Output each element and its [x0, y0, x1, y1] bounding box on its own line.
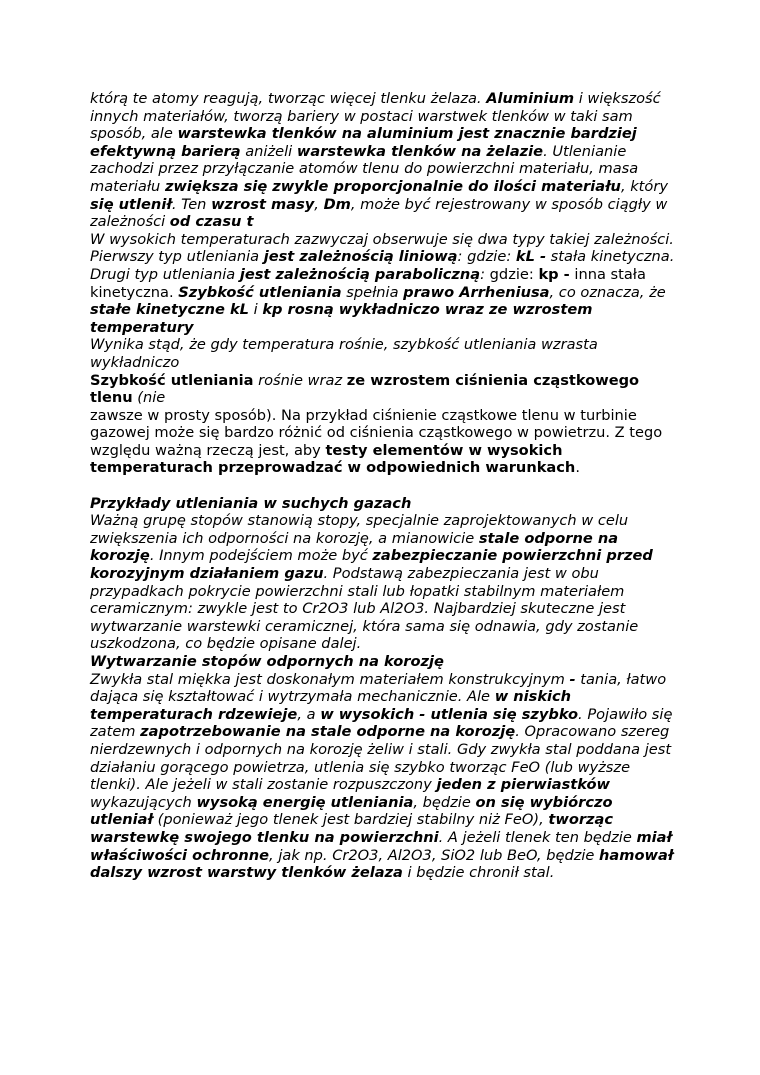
text: Pierwszy typ utleniania — [90, 248, 264, 266]
text: Drugi typ utleniania — [90, 265, 240, 283]
bold-text: Szybkość utleniania — [178, 283, 342, 301]
text: . A jeżeli tlenek ten będzie — [438, 828, 637, 846]
bold-text: wzrost masy — [211, 195, 315, 213]
bold-text: w niskich temperaturach rdzewieje — [90, 688, 572, 723]
bold-text: zwiększa się zwykle proporcjonalnie do ilości materiału — [164, 177, 621, 195]
text: spełnia — [341, 283, 404, 301]
text: i będzie chronił stal. — [402, 864, 555, 882]
paragraph-parabolic — [90, 266, 680, 336]
bold-text: stałe kinetyczne kL — [90, 301, 249, 319]
text: , będzie — [413, 793, 476, 811]
text: Ważną grupę stopów stanowią stopy, specjalnie zaprojektowanych w celu zwiększenia ich odporności na korozję, a mianowicie — [90, 512, 629, 547]
paragraph-linear — [90, 248, 680, 266]
paragraph-gap — [90, 477, 680, 495]
text: : — [480, 265, 490, 283]
text: : gdzie: — [457, 248, 516, 266]
bold-text: zabezpieczanie powierzchni przed korozyjnym działaniem gazu — [90, 547, 653, 583]
text: aniżeli — [240, 142, 297, 160]
bold-text: jest zależnością paraboliczną — [239, 265, 481, 283]
text: zawsze w prosty sposób). Na przykład ciśnienie cząstkowe tlenu w turbinie gazowej może się bardzo różnić od ciśnienia cząstkowego w powietrzu. Z tego względu ważną rzeczą jest, aby — [90, 406, 663, 459]
text: rośnie wraz — [253, 371, 347, 389]
bold-text: on się wybiórczo utleniał — [90, 793, 613, 829]
bold-text: kL - — [515, 248, 547, 266]
bold-text: prawo Arrheniusa — [403, 283, 550, 301]
paragraph-pressure — [90, 372, 680, 407]
text: . — [575, 459, 580, 477]
paragraph-exponential: Wynika stąd, że gdy temperatura rośnie, szybkość utleniania wzrasta wykładniczo — [90, 336, 598, 371]
paragraph-turbine — [90, 407, 680, 477]
paragraph-two-types: W wysokich temperaturach zazwyczaj obserwuje się dwa typy takiej zależności. — [90, 230, 674, 248]
bold-text: jeden z pierwiastków — [436, 776, 610, 794]
text: . Opracowano szereg nierdzewnych i odpornych na korozję żeliw i stali. Gdy zwykła stal poddana jest działaniu gorącego powietrza, utlenia się szybko tworząc FeO (lub wyższe tlenki). Ale jeżeli w stali zostanie rozpuszczony — [90, 723, 672, 794]
text: , — [314, 195, 324, 213]
bold-text: hamował dalszy wzrost warstwy tlenków żelaza — [90, 846, 674, 882]
text: gdzie: — [489, 265, 539, 283]
bold-text: Aluminium — [486, 90, 575, 107]
bold-text: wysoką energię utleniania — [196, 793, 414, 811]
bold-text: tworząc warstewkę swojego tlenku na powierzchni — [90, 811, 614, 846]
text: i większość innych materiałów, tworzą bariery w postaci warstwek tlenków w taki sam sposób, ale — [90, 90, 661, 143]
text: , może być rejestrowany w sposób ciągły w zależności — [90, 195, 668, 231]
bold-text: stale odporne na korozję — [90, 529, 619, 565]
text: , co oznacza, że — [549, 283, 666, 301]
bold-text: kp rosną wykładniczo wraz ze wzrostem temperatury — [90, 301, 593, 336]
bold-text: testy elementów w wysokich temperaturach przeprowadzać w odpowiednich warunkach — [90, 441, 576, 477]
bold-text: ze wzrostem ciśnienia cząstkowego tlenu — [90, 371, 640, 407]
text: , jak np. Cr2O3, Al2O3, SiO2 lub BeO, będzie — [269, 846, 600, 864]
document-page — [90, 90, 680, 882]
text: . Podstawą zabezpieczania jest w obu przypadkach pokrycie powierzchni stali lub łopatki stabilnym materiałem ceramicznym: zwykle jest to Cr2O3 lub Al2O3. Najbardziej skuteczne jest wytwarzanie warstewki ceramicznej, która sama się odnawia, gdy zostanie uszkodzona, co będzie opisane dalej. — [90, 565, 639, 653]
text: . Innym podejściem może być — [149, 547, 373, 565]
text: (nie — [132, 389, 166, 407]
text: stała kinetyczna. — [546, 248, 675, 266]
bold-text: w wysokich - utlenia się szybko — [320, 705, 579, 723]
bold-text: się utlenił — [90, 195, 172, 213]
bold-text: Szybkość utleniania — [90, 371, 254, 389]
text: inna stała kinetyczna. — [90, 265, 646, 301]
bold-text: - — [569, 670, 576, 688]
section-heading-corrosion: Wytwarzanie stopów odpornych na korozję — [90, 653, 444, 670]
text: (ponieważ jego tlenek jest bardziej stabilny niż FeO), — [152, 811, 549, 829]
bold-text: miał właściwości ochronne — [90, 828, 672, 864]
text: , a — [297, 705, 321, 723]
text: i — [248, 301, 263, 319]
paragraph-alloys — [90, 512, 680, 653]
text: , który — [620, 177, 668, 195]
paragraph-mild-steel — [90, 671, 680, 882]
bold-text: jest zależnością liniową — [263, 248, 458, 266]
bold-text: Dm — [323, 195, 351, 213]
bold-text: warstewka tlenków na aluminium jest znacznie bardziej efektywną barierą — [90, 125, 637, 160]
text: . Utlenianie zachodzi przez przyłączanie atomów tlenu do powierzchni materiału, masa materiału — [90, 142, 639, 195]
paragraph-oxidation-intro — [90, 90, 680, 231]
text: . Pojawiło się zatem — [90, 705, 673, 741]
bold-text: kp - — [538, 265, 570, 283]
text: . Ten — [171, 195, 212, 213]
text: którą te atomy reagują, tworząc więcej tlenku żelaza. — [90, 90, 487, 107]
bold-text: od czasu t — [169, 213, 254, 231]
bold-text: warstewka tlenków na żelazie — [296, 142, 544, 160]
text: wykazujących — [90, 793, 197, 811]
text: Zwykła stal miękka jest doskonałym materiałem konstrukcyjnym — [90, 670, 570, 688]
bold-text: zapotrzebowanie na stale odporne na korozję — [140, 723, 516, 741]
text: tania, łatwo dająca się kształtować i wytrzymała mechanicznie. Ale — [90, 670, 667, 706]
section-heading-dry-gas: Przykłady utleniania w suchych gazach — [90, 494, 412, 512]
